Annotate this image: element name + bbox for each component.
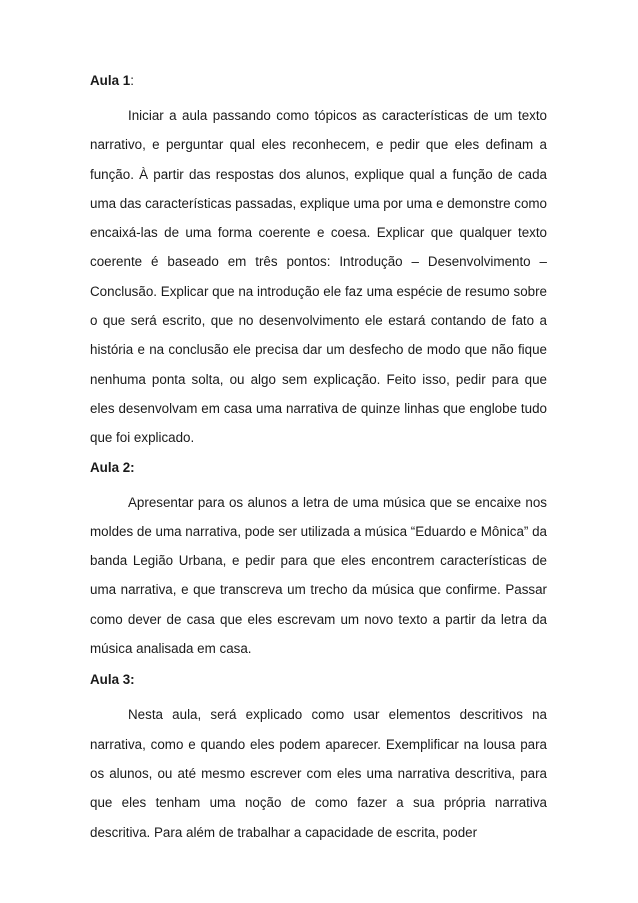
lesson-1-section	[90, 72, 547, 453]
lesson-3-section	[90, 671, 547, 846]
lesson-1-paragraph: Iniciar a aula passando como tópicos as características de um texto narrativo, e perguntar qual eles reconhecem, e pedir que eles definam a função. À partir das respostas dos alunos, explique qual a função de cada uma das características passadas, explique uma por uma e demonstre como encaixá-las de uma forma coerente e coesa. Explicar que qualquer texto coerente é baseado em três pontos: Introdução – Desenvolvimento – Conclusão. Explicar que na introdução ele faz uma espécie de resumo sobre o que será escrito, que no desenvolvimento ele estará contando de fato a história e na conclusão ele precisa dar um desfecho de modo que não fique nenhuma ponta solta, ou algo sem explicação. Feito isso, pedir para que eles desenvolvam em casa uma narrativa de quinze linhas que englobe tudo que foi explicado.	[90, 108, 547, 446]
lesson-1-title-colon: :	[130, 73, 134, 88]
document-page	[90, 72, 547, 847]
lesson-2-section	[90, 459, 547, 664]
lesson-1-heading	[90, 72, 547, 90]
lesson-2-paragraph: Apresentar para os alunos a letra de uma música que se encaixe nos moldes de uma narrativa, pode ser utilizada a música “Eduardo e Mônica” da banda Legião Urbana, e pedir para que eles encontrem características de uma narrativa, e que transcreva um trecho da música que confirme. Passar como dever de casa que eles escrevam um novo texto a partir da letra da música analisada em casa.	[90, 494, 548, 657]
lesson-3-heading: Aula 3:	[90, 672, 135, 688]
lesson-1-title: Aula 1	[90, 73, 131, 88]
lesson-2-heading: Aula 2:	[90, 459, 135, 475]
lesson-3-paragraph: Nesta aula, será explicado como usar elementos descritivos na narrativa, como e quando eles podem aparecer. Exemplificar na lousa para os alunos, ou até mesmo escrever com eles uma narrativa descritiva, para que eles tenham uma noção de como fazer a sua própria narrativa descritiva. Para além de trabalhar a capacidade de escrita, poder	[90, 707, 547, 840]
